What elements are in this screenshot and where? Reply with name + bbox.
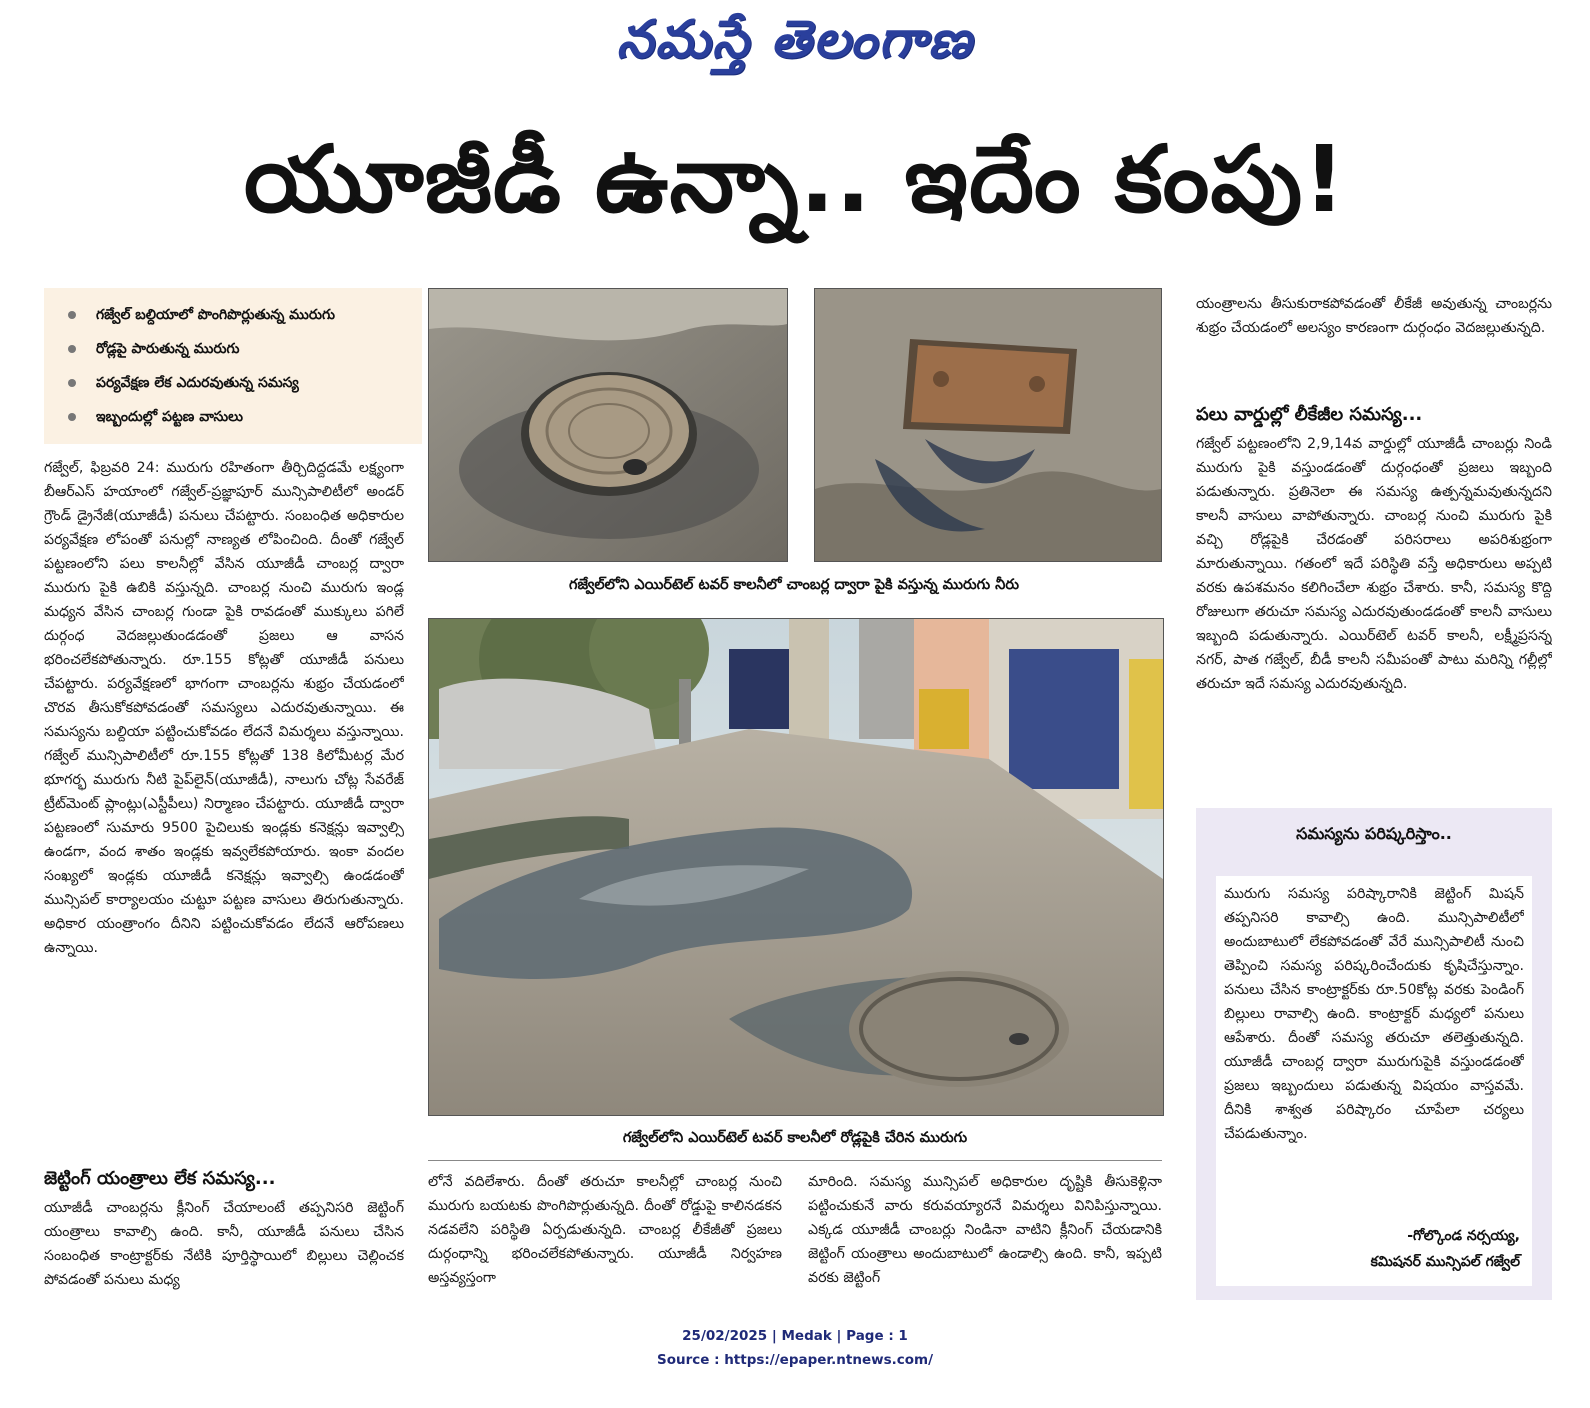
highlight-text: పర్యవేక్షణ లేక ఎదురవుతున్న సమస్య — [96, 375, 299, 391]
masthead-logo: నమస్తే తెలంగాణ — [616, 10, 974, 70]
footer-date-edition: 25/02/2025 | Medak | Page : 1 — [682, 1328, 908, 1344]
footer-source: Source : https://epaper.ntnews.com/ — [656, 1352, 934, 1368]
quote-box-title: సమస్యను పరిష్కరిస్తాం.. — [1296, 824, 1452, 843]
highlight-text: రోడ్లపై పారుతున్న మురుగు — [96, 341, 240, 357]
article-column-1b: యూజీడీ చాంబర్లను క్లీనింగ్ చేయాలంటే తప్పనిసరి జెట్టింగ్ యంత్రాలు కావాల్సి ఉంది. కానీ, యూజీడీ పనులు చేసిన సంబంధిత కాంట్రాక్టర్‌కు నేటికి పూర్తిస్థాయిలో బిల్లులు చెల్లించక పోవడంతో పనులు మధ్య — [44, 1200, 404, 1288]
highlight-item — [62, 332, 422, 366]
article-column-4a: యంత్రాలను తీసుకురాకపోవడంతో లీకేజీ అవుతున్న చాంబర్లను శుభ్రం చేయడంలో అలస్యం కారణంగా దుర్గంధం వెదజల్లుతున్నది. — [1196, 296, 1552, 336]
photo-chamber-square — [814, 288, 1162, 562]
bullet-icon — [68, 413, 76, 421]
highlights-box — [44, 288, 422, 444]
highlight-item — [62, 400, 422, 434]
commissioner-quote-box — [1196, 808, 1552, 1300]
headline: యూజీడీ ఉన్నా.. ఇదేం కంపు! — [243, 126, 1347, 233]
subhead-leakage: పలు వార్డుల్లో లీకేజీల సమస్య... — [1196, 404, 1423, 425]
photo-caption-top: గజ్వేల్‌లోని ఎయిర్‌టెల్ టవర్ కాలనీలో చాంబర్ల ద్వారా పైకి వస్తున్న మురుగు నీరు — [569, 577, 1019, 593]
highlight-item — [62, 366, 422, 400]
signature-name: -గోల్కొండ నర్సయ్య, — [1407, 1228, 1520, 1244]
article-column-3b: మారింది. సమస్య మున్సిపల్ అధికారుల దృష్టికి తీసుకెళ్లినా పట్టించుకునే వారు కరువయ్యారనే విమర్శలు వినిపిస్తున్నాయి. ఎక్కడ యూజీడీ చాంబర్లు నిండినా వాటిని క్లీనింగ్ చేయడానికి జెట్టింగ్ యంత్రాలు అందుబాటులో ఉండాల్సి ఉంది. కానీ, ఇప్పటి వరకు జెట్టింగ్ — [808, 1174, 1162, 1286]
quote-box-inner — [1216, 876, 1532, 1286]
divider — [428, 1160, 1162, 1161]
photo-chamber-square-image — [815, 289, 1161, 561]
photo-manhole-round-image — [429, 289, 787, 561]
quote-text: మురుగు సమస్య పరిష్కారానికి జెట్టింగ్ మిషన్ తప్పనిసరి కావాల్సి ఉంది. మున్సిపాలిటీలో అందుబాటులో లేకపోవడంతో వేరే మున్సిపాలిటీ నుంచి తెప్పించి సమస్య పరిష్కరించేందుకు కృషిచేస్తున్నాం. పనులు చేసిన కాంట్రాక్టర్‌కు రూ.50కోట్ల వరకు పెండింగ్ బిల్లులు రావాల్సి ఉంది. కాంట్రాక్టర్ మధ్యలో పనులు ఆపేశారు. దీంతో సమస్య తరుచూ తలెత్తుతున్నది. యూజీడీ చాంబర్ల ద్వారా మురుగుపైకి వస్తుండడంతో ప్రజలు ఇబ్బందులు పడుతున్న విషయం వాస్తవమే. దీనికి శాశ్వత పరిష్కారం చూపేలా చర్యలు చేపడుతున్నాం. — [1224, 886, 1524, 1142]
highlight-text: ఇబ్బందుల్లో పట్టణ వాసులు — [96, 409, 243, 425]
article-column-1: గజ్వేల్, ఫిబ్రవరి 24: మురుగు రహితంగా తీర్చిదిద్దడమే లక్ష్యంగా బీఆర్ఎస్ హయాంలో గజ్వేల్-ప్రజ్ఞాపూర్ మున్సిపాలిటీలో అండర్ గ్రౌండ్ డ్రైనేజీ(యూజీడీ) పనులు చేపట్టారు. సంబంధిత అధికారుల పర్యవేక్షణ లోపంతో పనుల్లో నాణ్యత లోపించింది. దీంతో గజ్వేల్ పట్టణంలోని పలు కాలనీల్లో వేసిన యూజీడీ చాంబర్ల ద్వారా మురుగు పైకి ఉబికి వస్తున్నది. చాంబర్ల నుంచి మురుగు ఇండ్ల మధ్యన వేసిన చాంబర్ల గుండా పైకి రావడంతో ముక్కులు పగిలే దుర్గంధ వెదజల్లుతుండడంతో ప్రజలు ఆ వాసన భరించలేకపోతున్నారు. రూ.155 కోట్లతో యూజీడీ పనులు చేపట్టారు. పర్యవేక్షణలో భాగంగా చాంబర్లను శుభ్రం చేయడంలో చొరవ తీసుకోకపోవడంతో సమస్యలు ఎదురవుతున్నాయి. ఈ సమస్యను బల్దియా పట్టించుకోవడం లేదనే విమర్శలు వస్తున్నాయి. గజ్వేల్ మున్సిపాలిటీలో రూ.155 కోట్లతో 138 కిలోమీటర్ల మేర భూగర్భ మురుగు నీటి పైప్‌లైన్(యూజీడీ), నాలుగు చోట్ల సేవరేజ్ ట్రీట్‌మెంట్ ప్లాంట్లు(ఎస్టీపీలు) నిర్మాణం చేపట్టారు. యూజీడీ ద్వారా పట్టణంలో సుమారు 9500 పైచిలుకు ఇండ్లకు కనెక్షన్లు ఇవ్వాల్సి ఉండగా, వంద శాతం ఇండ్లకు ఇవ్వలేకపోయారు. ఇంకా వందల సంఖ్యలో ఇండ్లకు యూజీడీ కనెక్షన్లు ఇవ్వాల్సి ఉండడంతో మున్సిపల్ కార్యాలయం చుట్టూ పట్టణ వాసులు తిరుగుతున్నారు. అధికార యంత్రాంగం దీనిని పట్టించుకోవడం లేదనే ఆరోపణలు ఉన్నాయి. — [44, 460, 404, 956]
photo-street-sewage-image — [429, 619, 1163, 1115]
highlight-item — [62, 298, 422, 332]
bullet-icon — [68, 311, 76, 319]
bullet-icon — [68, 379, 76, 387]
article-column-2b: లోనే వదిలేశారు. దీంతో తరుచూ కాలనీల్లో చాంబర్ల నుంచి మురుగు బయటకు పొంగిపొర్లుతున్నది. దీంతో రోడ్డుపై కాలినడకన నడవలేని పరిస్థితి ఏర్పడుతున్నది. చాంబర్ల లీకేజీతో ప్రజలు దుర్గంధాన్ని భరించలేకపోతున్నారు. యూజీడీ నిర్వహణ అస్తవ్యస్తంగా — [428, 1174, 782, 1286]
article-column-4b: గజ్వేల్ పట్టణంలోని 2,9,14వ వార్డుల్లో యూజీడీ చాంబర్లు నిండి మురుగు పైకి వస్తుండడంతో దుర్గంధంతో ప్రజలు ఇబ్బంది పడుతున్నారు. ప్రతినెలా ఈ సమస్య ఉత్పన్నమవుతున్నదని కాలనీ వాసులు వాపోతున్నారు. చాంబర్ల నుంచి మురుగు పైకి వచ్చి రోడ్లపైకి చేరడంతో పరిసరాలు అపరిశుభ్రంగా మారుతున్నాయి. గతంలో ఇదే పరిస్థితి వస్తే అధికారులు అప్పటి వరకు ఉపశమనం కలిగించేలా శుభ్రం చేశారు. కానీ, సమస్య కొద్ది రోజులుగా తరుచూ సమస్య ఎదురవుతుండడంతో కాలనీ వాసులు ఇబ్బంది పడుతున్నారు. ఎయిర్‌టెల్ టవర్ కాలనీ, లక్ష్మీప్రసన్న నగర్, పాత గజ్వేల్, బీడీ కాలనీ సమీపంతో పాటు మరిన్ని గల్లీల్లో తరుచూ ఇదే సమస్య ఎదురవుతున్నది. — [1196, 436, 1552, 692]
photo-street-sewage — [428, 618, 1164, 1116]
subhead-jetting: జెట్టింగ్ యంత్రాలు లేక సమస్య... — [44, 1168, 276, 1189]
signature-title: కమిషనర్ మున్సిపల్ గజ్వేల్ — [1370, 1254, 1520, 1270]
photo-manhole-round — [428, 288, 788, 562]
bullet-icon — [68, 345, 76, 353]
photo-caption-bottom: గజ్వేల్‌లోని ఎయిర్‌టెల్ టవర్ కాలనీలో రోడ్లపైకి చేరిన మురుగు — [622, 1130, 968, 1146]
highlight-text: గజ్వేల్ బల్దియాలో పొంగిపొర్లుతున్న మురుగు — [96, 307, 335, 323]
